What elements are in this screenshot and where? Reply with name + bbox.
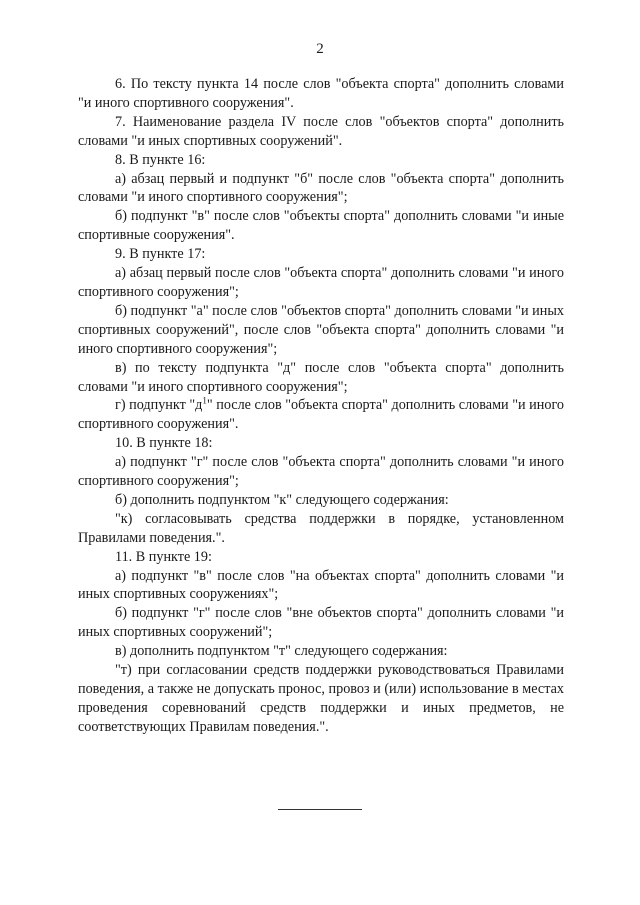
paragraph-item-10-heading: 10. В пункте 18: bbox=[115, 435, 213, 452]
page-number: 2 bbox=[316, 41, 324, 57]
document-body bbox=[78, 75, 564, 737]
paragraph-item-9-g-start: г) подпункт "д bbox=[115, 397, 203, 414]
paragraph-item-10-b-quote: "к) согласовывать средства поддержки в порядке, установленном Правилами поведения.". bbox=[78, 510, 564, 546]
paragraph-item-9-b: б) подпункт "а" после слов "объектов спорта" дополнить словами "и иных спортивных сооружений", после слов "объекта спорта" дополнить словами "и иного спортивного сооружения"; bbox=[78, 302, 564, 357]
paragraph-item-6: 6. По тексту пункта 14 после слов "объекта спорта" дополнить словами "и иного спортивного сооружения". bbox=[78, 76, 564, 111]
paragraph-item-8-b: б) подпункт "в" после слов "объекты спорта" дополнить словами "и иные спортивные сооружения". bbox=[78, 208, 564, 244]
paragraph-item-9-g-end: " после слов "объекта спорта" дополнить словами "и иного спортивного сооружения". bbox=[78, 397, 565, 433]
paragraph-item-11-heading: 11. В пункте 19: bbox=[115, 548, 212, 565]
paragraph-item-7: 7. Наименование раздела IV после слов "объектов спорта" дополнить словами "и иных спортивных сооружений". bbox=[78, 113, 564, 149]
paragraph-item-9-heading: 9. В пункте 17: bbox=[115, 246, 206, 263]
paragraph-item-8-a: а) абзац первый и подпункт "б" после слов "объекта спорта" дополнить словами "и иного спортивного сооружения"; bbox=[78, 170, 564, 206]
paragraph-item-11-v-quote: "т) при согласовании средств поддержки руководствоваться Правилами поведения, а также не допускать пронос, провоз и (или) использование в местах проведения соревнований средств поддержки и иных предметов, не соответствующих Правилам поведения.". bbox=[78, 662, 564, 735]
end-of-document-rule bbox=[278, 809, 362, 810]
paragraph-item-11-v: в) дополнить подпунктом "т" следующего содержания: bbox=[115, 643, 448, 660]
paragraph-item-9-v: в) по тексту подпункта "д" после слов "объекта спорта" дополнить словами "и иного спортивного сооружения"; bbox=[78, 359, 564, 395]
paragraph-item-8-heading: 8. В пункте 16: bbox=[115, 151, 206, 168]
paragraph-item-11-b: б) подпункт "г" после слов "вне объектов спорта" дополнить словами "и иных спортивных сооружений"; bbox=[78, 605, 564, 641]
paragraph-item-11-a: а) подпункт "в" после слов "на объектах спорта" дополнить словами "и иных спортивных сооружениях"; bbox=[78, 567, 564, 603]
paragraph-item-10-b: б) дополнить подпунктом "к" следующего содержания: bbox=[115, 491, 449, 508]
superscript-index: 1 bbox=[202, 395, 207, 406]
paragraph-item-9-g bbox=[78, 396, 564, 434]
paragraph-item-9-a: а) абзац первый после слов "объекта спорта" дополнить словами "и иного спортивного сооружения"; bbox=[78, 265, 564, 300]
paragraph-item-10-a: а) подпункт "г" после слов "объекта спорта" дополнить словами "и иного спортивного сооружения"; bbox=[78, 454, 564, 490]
